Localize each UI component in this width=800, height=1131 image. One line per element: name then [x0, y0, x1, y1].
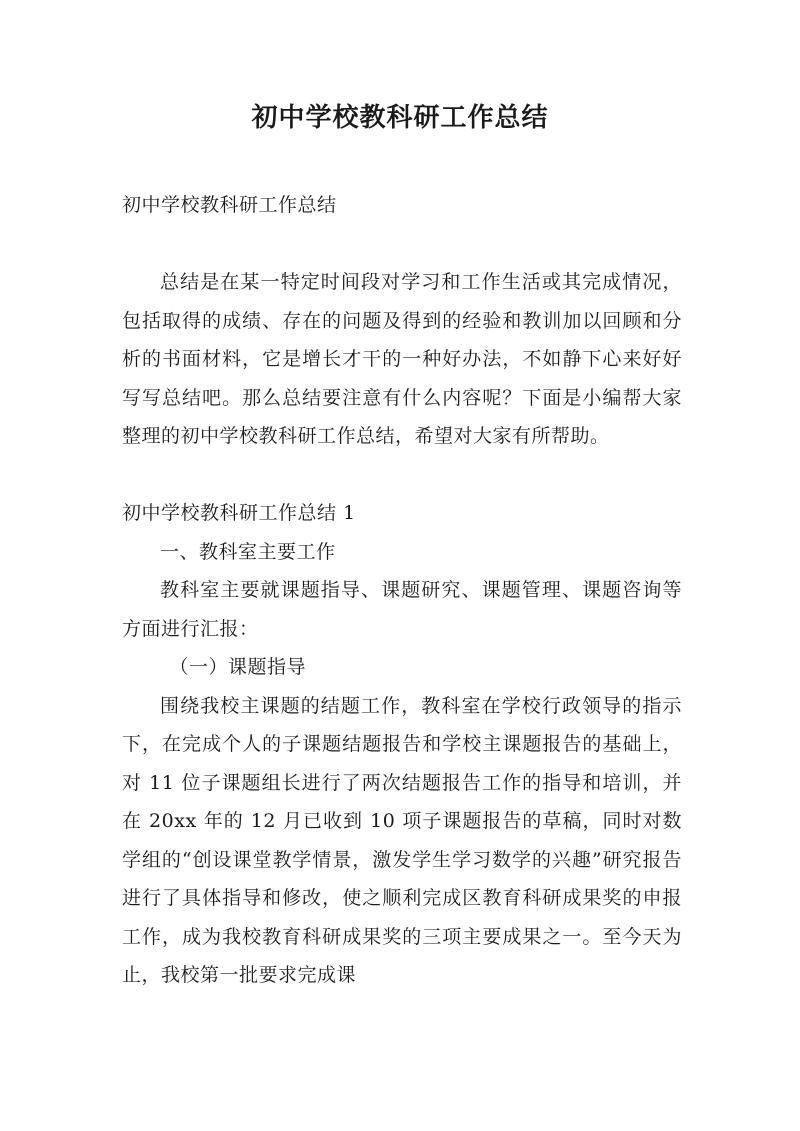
section-title: 初中学校教科研工作总结 1 [122, 502, 356, 524]
subheading-topic-guidance: （一）课题指导 [169, 656, 307, 678]
paragraph-topic-guidance: 围绕我校主课题的结题工作，教科室在学校行政领导的指示下，在完成个人的子课题结题报告和学校主课题报告的基础上，对 11 位子课题组长进行了两次结题报告工作的指导和培训，并在 20xx 年的 12 月已收到 10 项子课题报告的草稿，同时对数学组的“创设课堂教学情景，激发学生学习数学的兴趣”研究报告进行了具体指导和修改，使之顺利完成区教育科研成果奖的申报工作，成为我校教育科研成果奖的三项主要成果之一。至今天为止，我校第一批要求完成课 [122, 694, 682, 986]
document-subtitle: 初中学校教科研工作总结 [122, 194, 337, 216]
heading-main-work: 一、教科室主要工作 [160, 540, 336, 563]
paragraph-report-scope: 教科室主要就课题指导、课题研究、课题管理、课题咨询等方面进行汇报： [122, 579, 682, 640]
document-body [122, 186, 682, 995]
document-title: 初中学校教科研工作总结 [251, 103, 549, 133]
intro-paragraph: 总结是在某一特定时间段对学习和工作生活或其完成情况，包括取得的成绩、存在的问题及得到的经验和教训加以回顾和分析的书面材料，它是增长才干的一种好办法，不如静下心来好好写写总结吧。那么总结要注意有什么内容呢？下面是小编帮大家整理的初中学校教科研工作总结，希望对大家有所帮助。 [122, 271, 682, 447]
